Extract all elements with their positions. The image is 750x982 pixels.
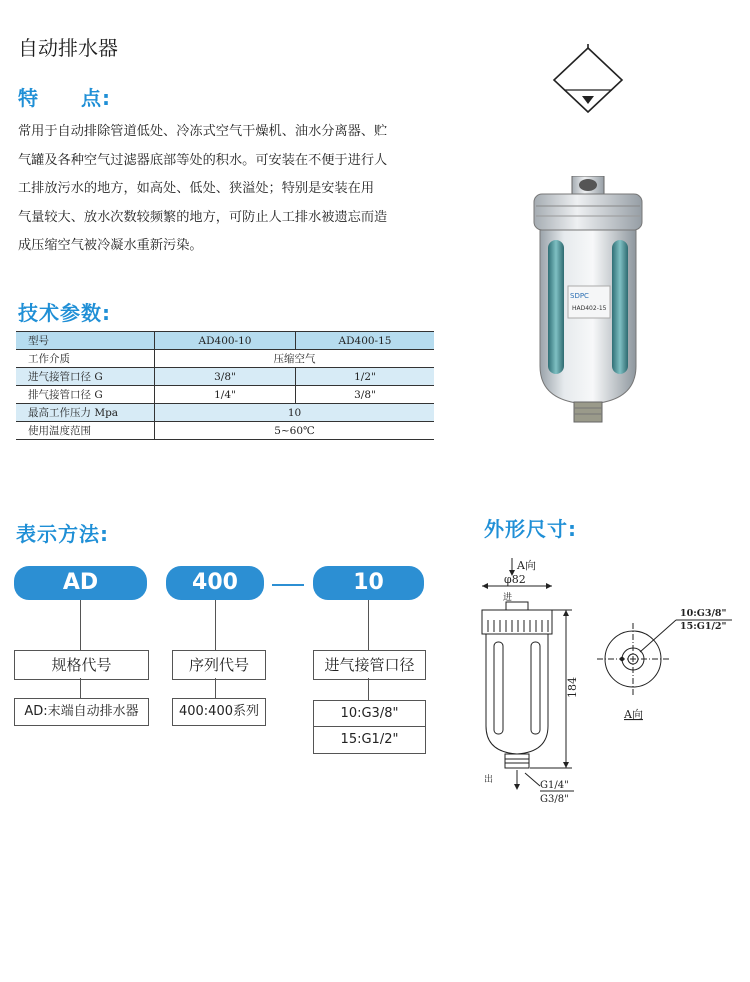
features-heading: 特 点:: [18, 86, 111, 110]
spec-table: [16, 331, 434, 440]
category-series-code: 序列代号: [172, 650, 266, 680]
connector-line: [368, 678, 369, 700]
row-label: 最高工作压力 Mpa: [16, 404, 155, 422]
product-brand-label: SDPC: [570, 292, 589, 300]
tech-heading: 技术参数:: [18, 301, 111, 325]
header-cell: AD400-10: [155, 332, 296, 350]
features-line: 工排放污水的地方，如高处、低处、狭溢处；特别是安装在用: [18, 181, 375, 196]
direction-a-top: A向: [517, 559, 536, 572]
table-row: [16, 350, 434, 368]
table-row: [16, 386, 434, 404]
outlet-label: 出: [484, 775, 494, 785]
diameter-label: φ82: [504, 573, 526, 586]
features-line: 气罐及各种空气过滤器底部等处的积水。可安装在不便于进行人: [18, 152, 388, 168]
code-pill-ad: AD: [14, 566, 147, 600]
row-value: 1/4": [155, 386, 296, 404]
row-label: 排气接管口径 G: [16, 386, 155, 404]
row-label: 进气接管口径 G: [16, 368, 155, 386]
port-thread-1: 10:G3/8": [680, 608, 727, 619]
row-value: 1/2": [296, 368, 435, 386]
code-pill-10: 10: [313, 566, 424, 600]
category-inlet-size: 进气接管口径: [313, 650, 426, 680]
row-value: 3/8": [296, 386, 435, 404]
outlet-thread-2: G3/8": [540, 794, 569, 805]
row-value: 压缩空气: [155, 350, 435, 368]
connector-line: [215, 600, 216, 650]
view-a-label: A向: [624, 708, 643, 721]
option-10: 10:G3/8": [313, 700, 426, 728]
row-value: 5~60℃: [155, 422, 435, 440]
connector-line: [80, 678, 81, 698]
connector-line: [368, 600, 369, 650]
page-title: 自动排水器: [18, 36, 118, 60]
separator-dash: [272, 584, 304, 586]
header-cell: AD400-15: [296, 332, 435, 350]
header-cell: 型号: [16, 332, 155, 350]
product-model-label: HAD402-15: [572, 305, 607, 312]
notation-heading: 表示方法:: [16, 522, 109, 546]
height-label: 184: [566, 677, 579, 698]
code-pill-400: 400: [166, 566, 264, 600]
row-label: 使用温度范围: [16, 422, 155, 440]
category-spec-code: 规格代号: [14, 650, 149, 680]
row-label: 工作介质: [16, 350, 155, 368]
features-line: 常用于自动排除管道低处、冷冻式空气干燥机、油水分离器、贮: [18, 124, 388, 139]
meaning-ad: AD:末端自动排水器: [14, 698, 149, 726]
dimensions-heading: 外形尺寸:: [484, 517, 577, 541]
table-row: [16, 332, 434, 350]
outlet-thread-1: G1/4": [540, 780, 569, 791]
table-row: [16, 368, 434, 386]
features-paragraph: [18, 118, 418, 261]
table-row: [16, 422, 434, 440]
features-line: 成压缩空气被冷凝水重新污染。: [18, 238, 203, 253]
features-line: 气量较大、放水次数较频繁的地方，可防止人工排水被遗忘而造: [18, 209, 388, 225]
product-photo: [526, 176, 650, 428]
connector-line: [215, 678, 216, 698]
connector-line: [80, 600, 81, 650]
port-thread-2: 15:G1/2": [680, 621, 727, 632]
table-row: [16, 404, 434, 422]
drain-symbol-icon: [548, 44, 628, 114]
inlet-label: 进: [503, 593, 513, 603]
dimension-drawing: [470, 548, 740, 818]
option-15: 15:G1/2": [313, 726, 426, 754]
row-value: 3/8": [155, 368, 296, 386]
meaning-400: 400:400系列: [172, 698, 266, 726]
row-value: 10: [155, 404, 435, 422]
